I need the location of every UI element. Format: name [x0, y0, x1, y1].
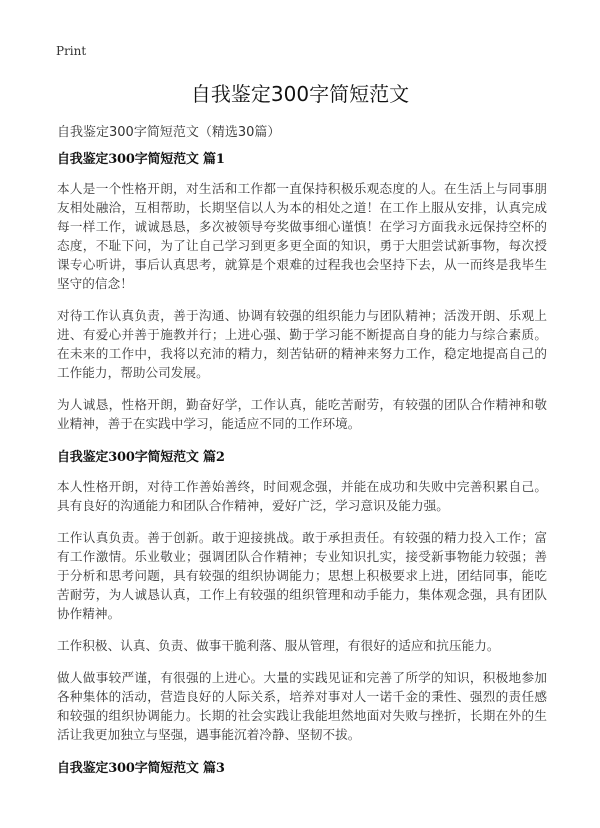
paragraph: 工作认真负责。善于创新。敢于迎接挑战。敢于承担责任。有较强的精力投入工作；富有工作激情。乐业敬业；强调团队合作精神；专业知识扎实，接受新事物能力较强；善于分析和思考问题，具有较强的组织协调能力；思想上积极要求上进，团结同事，能吃苦耐劳，为人诚恳认真，工作上有较强的组织管理和动手能力，集体观念强，具有团队协作精神。: [57, 530, 547, 621]
paragraph: 工作积极、认真、负责、做事干脆利落、服从管理，有很好的适应和抗压能力。: [57, 638, 500, 653]
document-body: [57, 148, 547, 788]
paragraph: 本人是一个性格开朗，对生活和工作都一直保持积极乐观态度的人。在生活上与同事朋友相处融洽，互相帮助，长期坚信以人为本的相处之道！在工作上服从安排，认真完成每一样工作，诚诚恳恳，多次被领导夸奖做事细心谨慎！在学习方面我永远保持空杯的态度，不耻下问，为了让自己学习到更多更全面的知识，勇于大胆尝试新事物，每次授课专心听讲，事后认真思考，就算是个艰难的过程我也会坚持下去，从一而终是我毕生坚守的信念！: [57, 181, 547, 291]
paragraph: 本人性格开朗，对待工作善始善终，时间观念强，并能在成功和失败中完善积累自己。具有良好的沟通能力和团队合作精神，爱好广泛，学习意识及能力强。: [57, 479, 547, 513]
paragraph: 做人做事较严谨，有很强的上进心。大量的实践见证和完善了所学的知识，积极地参加各种集体的活动，营造良好的人际关系，培养对事对人一诺千金的秉性、强烈的责任感和较强的组织协调能力。长期的社会实践让我能坦然地面对失败与挫折，长期在外的生活让我更加独立与坚强，遇事能沉着冷静、坚韧不拔。: [57, 670, 547, 742]
section-heading-3: 自我鉴定300字简短范文 篇3: [57, 761, 225, 776]
document-subtitle: 自我鉴定300字简短范文（精选30篇）: [57, 125, 281, 140]
paragraph: 对待工作认真负责，善于沟通、协调有较强的组织能力与团队精神；活泼开朗、乐观上进、有爱心并善于施教并行；上进心强、勤于学习能不断提高自身的能力与综合素质。在未来的工作中，我将以充沛的精力，刻苦钻研的精神来努力工作，稳定地提高自己的工作能力，帮助公司发展。: [57, 308, 547, 380]
print-link[interactable]: Print: [56, 44, 87, 58]
paragraph: 为人诚恳，性格开朗，勤奋好学，工作认真，能吃苦耐劳，有较强的团队合作精神和敬业精神，善于在实践中学习，能适应不同的工作环境。: [57, 397, 547, 431]
page-title: 自我鉴定300字简短范文: [190, 82, 410, 106]
section-heading-1: 自我鉴定300字简短范文 篇1: [57, 152, 225, 167]
section-heading-2: 自我鉴定300字简短范文 篇2: [57, 450, 225, 465]
